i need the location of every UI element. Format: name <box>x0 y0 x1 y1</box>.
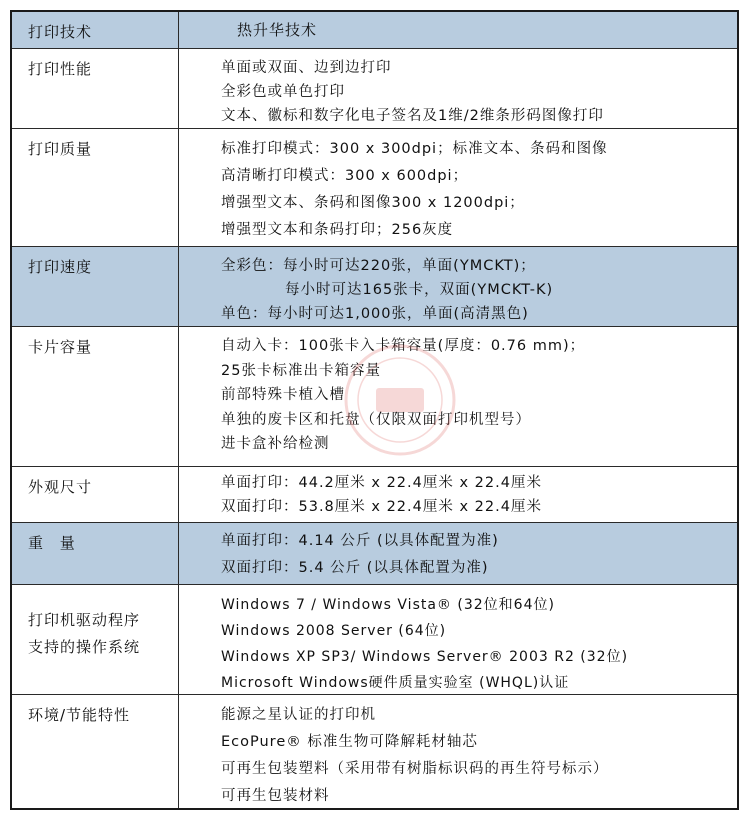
value-line: 前部特殊卡植入槽 <box>221 387 345 403</box>
row-value-print-speed <box>179 247 737 327</box>
value-line: 全彩色或单色打印 <box>221 84 345 100</box>
row-value-print-quality <box>179 129 737 247</box>
value-line: 可再生包装塑料（采用带有树脂标识码的再生符号标示） <box>221 761 609 777</box>
header-label-cell <box>12 12 179 49</box>
value-line: Windows 2008 Server (64位) <box>221 623 447 639</box>
value-line: 双面打印：53.8厘米 x 22.4厘米 x 22.4厘米 <box>221 499 542 515</box>
row-label-drivers-os <box>12 585 179 695</box>
row-label-print-quality <box>12 129 179 247</box>
row-value-drivers-os <box>179 585 737 695</box>
value-line: 标准打印模式：300 x 300dpi；标准文本、条码和图像 <box>221 141 608 157</box>
row-label-weight <box>12 523 179 585</box>
value-line: 双面打印：5.4 公斤 (以具体配置为准) <box>221 560 489 576</box>
header-label: 打印技术 <box>28 23 93 41</box>
row-value-environment <box>179 695 737 808</box>
value-line: 全彩色：每小时可达220张，单面(YMCKT)； <box>221 258 536 274</box>
row-label-line: 支持的操作系统 <box>28 638 141 656</box>
value-line: 每小时可达165张卡，双面(YMCKT-K) <box>285 282 554 298</box>
header-value-cell <box>179 12 737 49</box>
header-value: 热升华技术 <box>237 21 318 39</box>
value-line: EcoPure® 标准生物可降解耗材轴芯 <box>221 734 478 750</box>
row-label-line: 打印质量 <box>28 140 93 158</box>
row-label-line: 打印机驱动程序 <box>28 611 141 629</box>
value-line: 单面打印：4.14 公斤 (以具体配置为准) <box>221 533 499 549</box>
value-line: 进卡盒补给检测 <box>221 436 330 452</box>
value-line: 25张卡标准出卡箱容量 <box>221 362 381 379</box>
value-line: 单色：每小时可达1,000张，单面(高清黑色) <box>221 306 529 322</box>
value-line: 自动入卡：100张卡入卡箱容量(厚度：0.76 mm)； <box>221 338 586 354</box>
value-line: 单面或双面、边到边打印 <box>221 60 392 76</box>
row-label-line: 卡片容量 <box>28 338 93 356</box>
value-line: 单面打印：44.2厘米 x 22.4厘米 x 22.4厘米 <box>221 475 542 491</box>
row-label-line: 环境/节能特性 <box>28 706 131 724</box>
row-label-print-performance <box>12 49 179 129</box>
row-label-environment <box>12 695 179 808</box>
value-line: 单独的废卡区和托盘（仅限双面打印机型号） <box>221 411 531 428</box>
row-label-line: 打印速度 <box>28 258 93 276</box>
value-line: Windows 7 / Windows Vista® (32位和64位) <box>221 597 555 613</box>
value-line: 增强型文本、条码和图像300 x 1200dpi； <box>221 195 525 211</box>
row-label-dimensions <box>12 467 179 523</box>
value-line: 文本、徽标和数字化电子签名及1维/2维条形码图像打印 <box>221 108 604 124</box>
row-value-card-capacity <box>179 327 737 467</box>
row-value-dimensions <box>179 467 737 523</box>
row-label-line: 打印性能 <box>28 60 93 78</box>
spec-table <box>10 10 739 810</box>
row-label-line: 外观尺寸 <box>28 478 93 496</box>
value-line: Microsoft Windows硬件质量实验室 (WHQL)认证 <box>221 675 570 691</box>
row-value-weight <box>179 523 737 585</box>
value-line: Windows XP SP3/ Windows Server® 2003 R2 (32位) <box>221 649 629 665</box>
row-label-print-speed <box>12 247 179 327</box>
value-line: 增强型文本和条码打印；256灰度 <box>221 222 454 238</box>
value-line: 高清晰打印模式：300 x 600dpi； <box>221 168 469 184</box>
row-label-card-capacity <box>12 327 179 467</box>
row-label-line: 重 量 <box>28 534 81 552</box>
row-value-print-performance <box>179 49 737 129</box>
value-line: 能源之星认证的打印机 <box>221 707 376 723</box>
value-line: 可再生包装材料 <box>221 788 330 804</box>
